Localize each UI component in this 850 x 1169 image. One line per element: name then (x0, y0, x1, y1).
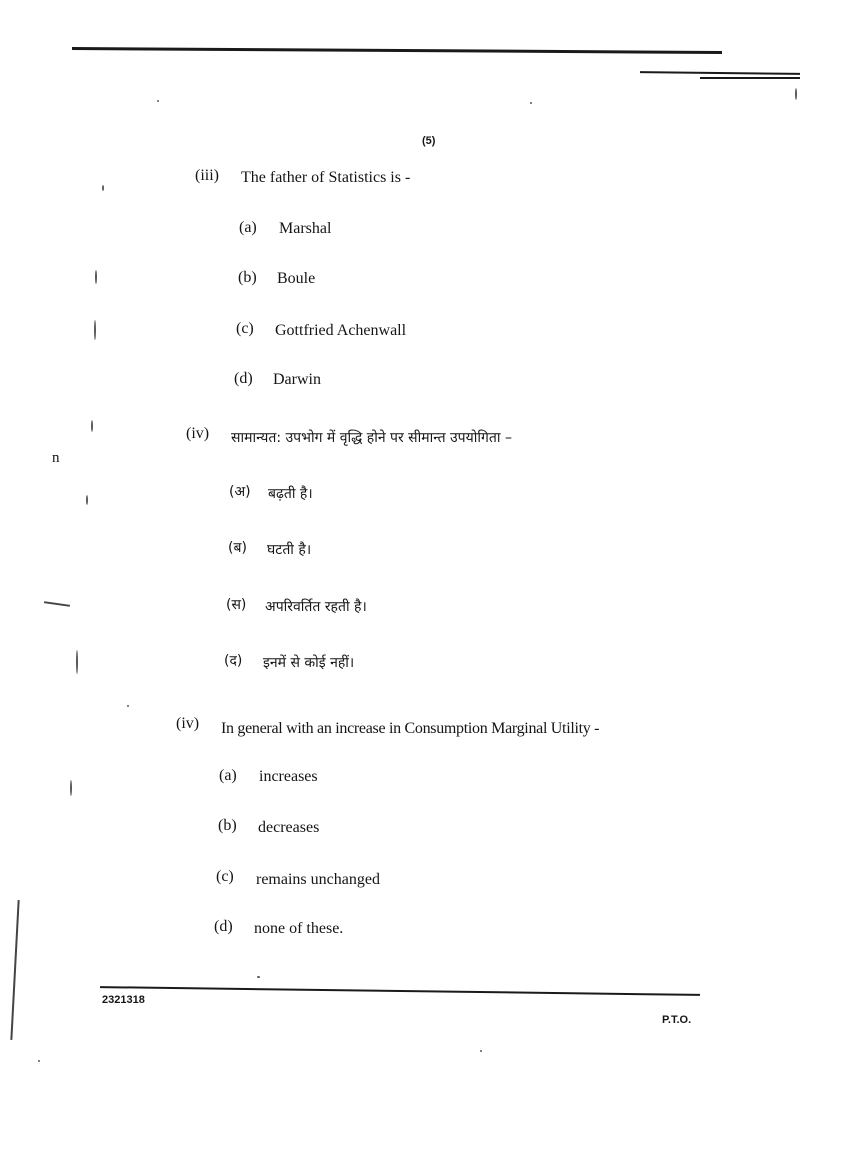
scan-speck (94, 320, 96, 340)
question-text: In general with an increase in Consumption Marginal Utility - (221, 720, 600, 737)
margin-dash (44, 601, 70, 607)
scan-speck (102, 185, 104, 191)
option-label: (c) (236, 320, 254, 337)
top-rule (72, 47, 722, 54)
scan-speck (70, 780, 72, 796)
scan-speck (91, 420, 93, 432)
margin-stroke (10, 900, 19, 1040)
question-text: The father of Statistics is - (241, 169, 411, 186)
scan-speck (76, 650, 78, 674)
question-number: (iii) (195, 167, 219, 184)
margin-letter: n (52, 450, 60, 466)
scan-speck (95, 270, 97, 284)
option-text: remains unchanged (256, 871, 380, 888)
scan-speck (480, 1050, 482, 1052)
option-label: (b) (218, 817, 237, 834)
top-rule-right-2 (700, 77, 800, 79)
question-number: (iv) (186, 425, 210, 442)
option-text: अपरिवर्तित रहती है। (265, 599, 367, 615)
option-label: (c) (216, 868, 234, 885)
pto-label: P.T.O. (662, 1014, 692, 1026)
option-label: (द) (224, 653, 243, 669)
top-rule-right (640, 71, 800, 75)
option-label: (ब) (228, 540, 247, 556)
option-label: (d) (234, 370, 253, 387)
option-label: (a) (219, 767, 237, 784)
option-label: (d) (214, 918, 233, 935)
page-number: (5) (422, 135, 436, 147)
option-label: (b) (238, 269, 257, 286)
option-text: Marshal (279, 220, 332, 237)
scan-speck (530, 102, 532, 104)
option-text: none of these. (254, 920, 344, 937)
option-label: (a) (239, 219, 257, 236)
option-label: (अ) (229, 484, 251, 500)
scan-speck (795, 88, 797, 100)
scan-speck (157, 100, 159, 102)
option-text: घटती है। (267, 542, 312, 558)
option-text: इनमें से कोई नहीं। (263, 655, 355, 671)
option-text: increases (259, 768, 318, 785)
option-text: Darwin (273, 371, 321, 388)
scan-speck (127, 705, 129, 707)
scan-speck (86, 495, 88, 505)
scan-speck (38, 1060, 40, 1062)
option-label: (स) (226, 597, 247, 613)
option-text: Boule (277, 270, 316, 287)
option-text: decreases (258, 819, 320, 836)
paper-code: 2321318 (102, 994, 145, 1006)
question-number: (iv) (176, 715, 200, 732)
scan-speck (257, 976, 260, 978)
option-text: Gottfried Achenwall (275, 322, 407, 339)
option-text: बढ़ती है। (268, 486, 313, 502)
footer-rule (100, 986, 700, 996)
question-text: सामान्यत: उपभोग में वृद्धि होने पर सीमान्त उपयोगिता – (231, 430, 512, 446)
